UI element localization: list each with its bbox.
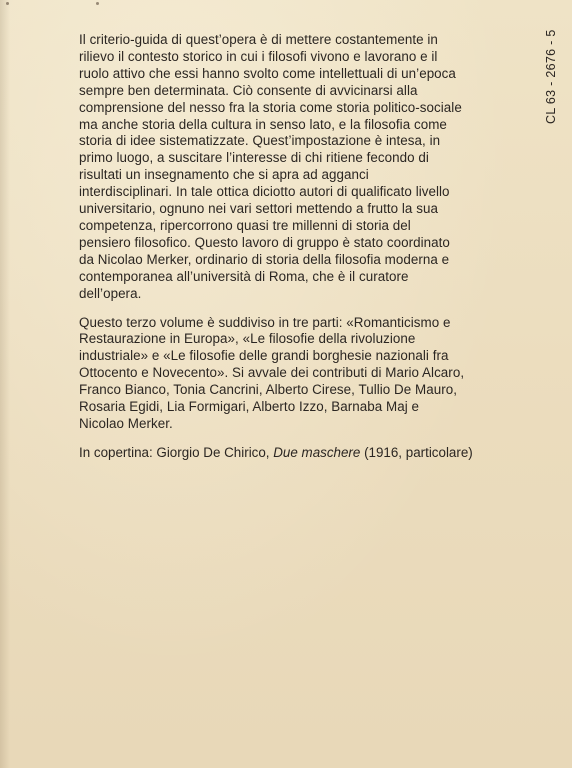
text-line: dell’opera.	[79, 285, 142, 301]
text-line: pensiero filosofico. Questo lavoro di gruppo è stato coordinato	[79, 234, 450, 250]
edge-mark	[6, 2, 9, 5]
cover-credit-prefix: In copertina: Giorgio De Chirico,	[79, 444, 274, 460]
top-edge-marks	[0, 0, 572, 8]
text-line: Ottocento e Novecento». Si avvale dei contributi di Mario Alcaro,	[79, 365, 465, 381]
cover-credit-title: Due maschere	[273, 444, 361, 460]
edge-mark	[96, 2, 99, 5]
volume-contents-paragraph	[79, 315, 509, 433]
text-line: primo luogo, a suscitare l’interesse di chi ritiene fecondo di	[79, 150, 429, 166]
text-line: da Nicolao Merker, ordinario di storia della filosofia moderna e	[79, 251, 450, 267]
paragraph-gap	[79, 303, 509, 315]
text-line: risultati un insegnamento che si apra ad agganci	[79, 167, 369, 183]
text-line: competenza, ripercorrono quasi tre millenni di storia del	[79, 217, 411, 233]
spine-shadow	[0, 0, 10, 768]
text-line: Nicolao Merker.	[79, 415, 173, 431]
text-line: Rosaria Egidi, Lia Formigari, Alberto Izzo, Barnaba Maj e	[79, 399, 420, 415]
text-line: rilievo il contesto storico in cui i filosofi vivono e lavorano e il	[79, 48, 438, 64]
text-line: interdisciplinari. In tale ottica diciotto autori di qualificato livello	[79, 184, 450, 200]
text-line: Il criterio-guida di quest’opera è di mettere costantemente in	[79, 32, 438, 47]
paragraph-gap	[79, 433, 509, 445]
cover-credit	[79, 445, 509, 462]
text-line: industriale» e «Le filosofie delle grandi borghesie nazionali fra	[79, 348, 449, 364]
text-line: Franco Bianco, Tonia Cancrini, Alberto Cirese, Tullio De Mauro,	[79, 382, 458, 398]
cover-credit-suffix: (1916, particolare)	[360, 444, 473, 460]
back-cover-text	[79, 32, 509, 462]
text-line: contemporanea all’università di Roma, che è il curatore	[79, 268, 409, 284]
text-line: Restaurazione in Europa», «Le filosofie della rivoluzione	[79, 331, 416, 347]
text-line: ma anche storia della cultura in senso lato, e la filosofia come	[79, 116, 447, 132]
text-line: sempre ben determinata. Ciò consente di avvicinarsi alla	[79, 82, 418, 98]
text-line: comprensione del nesso fra la storia come storia politico-sociale	[79, 99, 462, 115]
text-line: Questo terzo volume è suddiviso in tre parti: «Romanticismo e	[79, 314, 451, 330]
text-line: storia di idee sistematizzate. Quest’impostazione è intesa, in	[79, 133, 441, 149]
text-line: universitario, ognuno nei vari settori mettendo a frutto la sua	[79, 201, 438, 217]
text-line: ruolo attivo che essi hanno svolto come intellettuali di un’epoca	[79, 65, 456, 81]
description-paragraph	[79, 32, 509, 303]
catalog-code: CL 63 - 2676 - 5	[544, 29, 558, 124]
